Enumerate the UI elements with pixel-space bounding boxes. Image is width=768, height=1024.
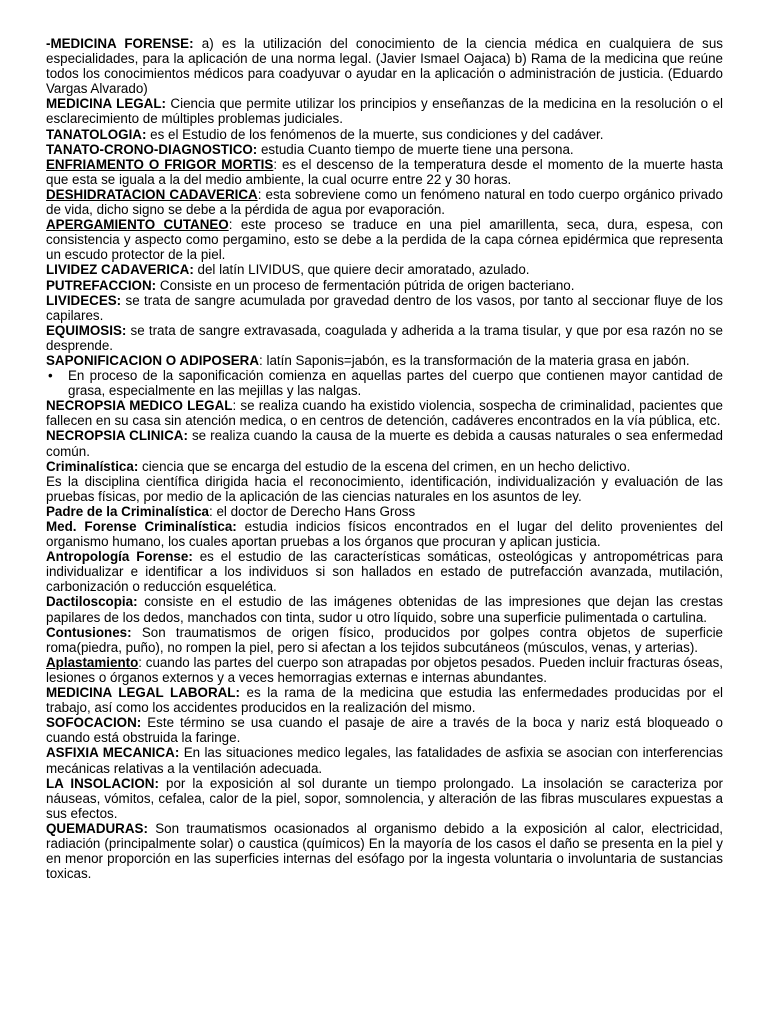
entry-criminalistica-definicion (46, 474, 723, 504)
entry-term: ENFRIAMENTO O FRIGOR MORTIS (46, 156, 274, 172)
entry-term: SOFOCACION: (46, 715, 142, 731)
entry-text: se trata de sangre acumulada por gravedad dentro de los vasos, por tanto al seccionar fluye de los capilares. (46, 292, 723, 323)
bullet-text: En proceso de la saponificación comienza en aquellas partes del cuerpo que contienen mayor cantidad de grasa, especialmente en las mejillas y las nalgas. (68, 368, 723, 399)
bullet-item-saponificacion (46, 368, 723, 398)
entry-medicina-forense (46, 36, 723, 96)
entry-term: Med. Forense Criminalística: (46, 519, 237, 534)
entry-text: es el Estudio de los fenómenos de la muerte, sus condiciones y del cadáver. (146, 126, 604, 142)
entry-text: consiste en el estudio de las imágenes obtenidas de las impresiones que dejan las crestas papilares de los dedos, manchados con tinta, sudor u otro líquido, sobre una superficie pulimentada o cartulina. (46, 594, 723, 625)
entry-text: : cuando las partes del cuerpo son atrapadas por objetos pesados. Pueden incluir fracturas óseas, lesiones o órganos externos y a veces hemorragias externas e internas abundantes. (46, 654, 723, 685)
entry-saponificacion (46, 353, 723, 368)
entry-padre-criminalistica (46, 504, 723, 519)
entry-text: : se realiza cuando ha existido violencia, sospecha de criminalidad, pacientes que fallecen en su casa sin atención medica, o en centros de detención, cadáveres encontrados en la vía pública, etc. (46, 398, 723, 429)
entry-term: Criminalística: (46, 458, 139, 474)
entry-text: : este proceso se traduce en una piel amarillenta, seca, dura, espesa, con consistencia y aspecto como pergamino, esto se debe a la perdida de la capa córnea epidérmica que representa un escudo protector de la piel. (46, 217, 723, 263)
entry-text: del latín LIVIDUS, que quiere decir amoratado, azulado. (193, 262, 530, 278)
entry-text: por la exposición al sol durante un tiempo prolongado. La insolación se caracteriza por náuseas, vómitos, cefalea, calor de la piel, sopor, somnolencia, y alteración de las fibras musculares expuestas a sus efectos. (46, 775, 723, 821)
entry-dactiloscopia (46, 594, 723, 624)
entry-term: TANATOLOGIA: (46, 126, 147, 142)
entry-text: es la rama de la medicina que estudia las enfermedades producidas por el trabajo, así como los accidentes producidos en la realización del mismo. (46, 685, 724, 716)
entry-term: DESHIDRATACION CADAVERICA (46, 186, 258, 202)
entry-term: NECROPSIA CLINICA: (46, 428, 188, 444)
entry-term: SAPONIFICACION O ADIPOSERA (46, 352, 260, 368)
entry-term: APERGAMIENTO CUTANEO (46, 217, 229, 233)
entry-term: PUTREFACCION: (46, 277, 157, 293)
entry-med-forense-criminalistica (46, 519, 723, 549)
entry-term: Contusiones: (46, 624, 132, 640)
entry-text: : esta sobreviene como un fenómeno natural en todo cuerpo orgánico privado de vida, dicho signo se debe a la pérdida de agua por evaporación. (46, 186, 723, 218)
entry-apergamiento (46, 217, 723, 262)
entry-text: Ciencia que permite utilizar los principios y enseñanzas de la medicina en la resolución o el esclarecimiento de múltiples problemas judiciales. (46, 96, 723, 127)
entry-medicina-legal (46, 96, 723, 126)
entry-term: NECROPSIA MEDICO LEGAL (46, 398, 233, 414)
entry-antropologia-forense (46, 549, 723, 594)
entry-tanatologia (46, 127, 723, 142)
entry-term: Antropología Forense: (46, 549, 193, 565)
entry-term: MEDICINA LEGAL LABORAL: (46, 685, 240, 701)
entry-enfriamento (46, 157, 723, 187)
entry-text: es el estudio de las características somáticas, osteológicas y antropométricas para individualizar e identificar a los individuos si son hallados en estado de putrefacción avanzada, mutilación, carbonización o reducción esquelética. (46, 549, 724, 595)
entry-sofocacion (46, 715, 723, 745)
entry-text: Son traumatismos ocasionados al organismo debido a la exposición al calor, electricidad, radiación (principalmente solar) o caustica (químicos) En la mayoría de los casos el daño se presenta en la piel y en menor proporción en las superficies internas del esófago por la ingesta voluntaria o involuntaria de sustancias toxicas. (46, 820, 723, 882)
bullet-icon: • (48, 368, 53, 384)
entry-term: LA INSOLACION: (46, 775, 159, 791)
entry-contusiones (46, 625, 723, 655)
entry-term: MEDICINA LEGAL: (46, 96, 166, 112)
entry-term: Dactiloscopia: (46, 594, 138, 610)
entry-insolacion (46, 776, 723, 821)
entry-lividez (46, 262, 723, 277)
entry-equimosis (46, 323, 723, 353)
entry-deshidratacion (46, 187, 723, 217)
entry-text: : el doctor de Derecho Hans Gross (209, 503, 416, 519)
entry-text: : latín Saponis=jabón, es la transformación de la materia grasa en jabón. (259, 352, 690, 368)
entry-quemaduras (46, 821, 723, 881)
entry-term: EQUIMOSIS: (46, 322, 127, 338)
entry-term: LIVIDEZ CADAVERICA: (46, 262, 194, 278)
entry-term: ASFIXIA MECANICA: (46, 745, 180, 761)
entry-text: se realiza cuando la causa de la muerte es debida a causas naturales o sea enfermedad común. (46, 428, 723, 459)
entry-tanato-crono-diagnostico (46, 142, 723, 157)
entry-term: QUEMADURAS: (46, 820, 148, 836)
entry-term: -MEDICINA FORENSE: (46, 36, 194, 51)
entry-text: ciencia que se encarga del estudio de la escena del crimen, en un hecho delictivo. (138, 458, 631, 474)
entry-text: estudia Cuanto tiempo de muerte tiene una persona. (257, 141, 574, 157)
entry-livideces (46, 293, 723, 323)
entry-medicina-legal-laboral (46, 685, 723, 715)
entry-term: Padre de la Criminalística (46, 503, 209, 519)
entry-text: : es el descenso de la temperatura desde el momento de la muerte hasta que esta se iguala a la del medio ambiente, la cual ocurre entre 22 y 30 horas. (46, 156, 724, 187)
entry-text: Son traumatismos de origen físico, producidos por golpes contra objetos de superficie roma(piedra, puño), no rompen la piel, pero si afectan a los tejidos subcutáneos (músculos, venas, y arterias). (46, 624, 723, 655)
entry-text: Consiste en un proceso de fermentación pútrida de origen bacteriano. (156, 277, 575, 293)
entry-text: En las situaciones medico legales, las fatalidades de asfixia se asocian con interferencias mecánicas relativas a la ventilación adecuada. (46, 745, 723, 776)
entry-asfixia-mecanica (46, 745, 723, 775)
entry-text: estudia indicios físicos encontrados en el lugar del delito provenientes del organismo humano, los cuales aportan pruebas a los órganos que procuran y aplican justicia. (46, 519, 723, 550)
entry-text: Este término se usa cuando el pasaje de aire a través de la boca y nariz está bloqueado o cuando está obstruida la faringe. (46, 715, 723, 746)
entry-criminalistica (46, 459, 723, 474)
entry-term: TANATO-CRONO-DIAGNOSTICO: (46, 141, 258, 157)
entry-putrefaccion (46, 278, 723, 293)
entry-text: se trata de sangre extravasada, coagulada y adherida a la trama tisular, y que por esa razón no se desprende. (46, 322, 723, 353)
entry-necropsia-clinica (46, 428, 723, 458)
entry-necropsia-medico-legal (46, 398, 723, 428)
entry-text: Es la disciplina científica dirigida hacia el reconocimiento, identificación, individualización y evaluación de las pruebas físicas, por medio de la aplicación de las ciencias naturales en los asuntos de ley. (46, 473, 723, 504)
entry-text: a) es la utilización del conocimiento de la ciencia médica en cualquiera de sus especialidades, para la aplicación de una norma legal. (Javier Ismael Oajaca) b) Rama de la medicina que reúne todos los conocimientos médicos para coadyuvar o ayudar en la aplicación o administración de justicia. (Eduardo Vargas Alvarado) (46, 36, 723, 97)
entry-aplastamiento (46, 655, 723, 685)
entry-term: LIVIDECES: (46, 292, 122, 308)
entry-term: Aplastamiento (46, 654, 139, 670)
